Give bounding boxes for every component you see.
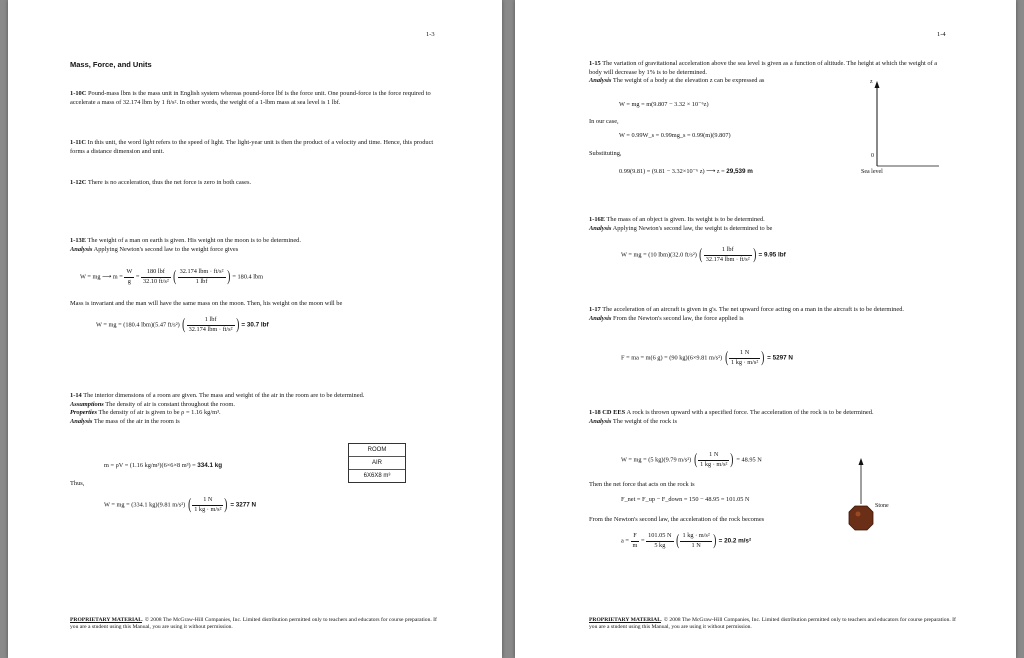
problem-1-12c [70, 179, 442, 188]
analysis-text: Applying Newton's second law, the weight is determined to be [612, 224, 773, 232]
eq-result: = 30.7 lbf [241, 321, 269, 329]
altitude-figure [855, 78, 945, 182]
eq-result: = 48.95 N [736, 456, 762, 464]
analysis-label: Analysis [70, 245, 93, 253]
eq-result: = 3277 N [230, 501, 257, 509]
denominator: 1 kg · m/s² [194, 505, 222, 513]
thus-label: Thus, [70, 480, 85, 487]
analysis-text: Applying Newton's second law to the weight force gives [93, 245, 239, 253]
eq-mid: = [135, 273, 142, 281]
numerator: 1 N [698, 451, 729, 461]
equation-mass: W = mg ⟶ m = $\frac{W}{g}$ = $\frac{\text{180 lbf}}{\text{32.10 ft/s²}}$ ( $\frac{\text{32.174 lbm · ft/s²}}{\text{1 lbf}}$ ) = 180.4 lbm [80, 268, 264, 285]
room-box-line3: 6X6X8 m³ [349, 469, 405, 482]
problem-text: A rock is thrown upward with a specified force. The acceleration of the rock is to be determined. [626, 409, 874, 416]
fraction [187, 316, 235, 334]
problem-text: The variation of gravitational acceleration above the sea level is given as a function of altitude. The height at which the weight of a body will decrease by 1% is to be determined. [589, 60, 938, 76]
problem-1-16e [589, 216, 969, 233]
numerator: 1 lbf [187, 316, 235, 326]
eq-left: F = ma = m(6 g) = (90 kg)(6×9.81 m/s²) [621, 354, 723, 362]
problem-id: 1-14 [70, 392, 82, 399]
analysis-text: The weight of the rock is [612, 417, 677, 425]
problem-text: The acceleration of an aircraft is given in g's. The net upward force acting on a man in the aircraft is to be determined. [602, 306, 905, 313]
stone-figure [841, 454, 881, 534]
analysis-label: Analysis [589, 224, 612, 232]
problem-id: 1-13E [70, 237, 86, 244]
problem-id: 1-18 CD EES [589, 409, 626, 416]
problem-text: The weight of a man on earth is given. His weight on the moon is to be determined. [87, 237, 301, 244]
fraction [141, 268, 171, 286]
right-page [515, 0, 1016, 658]
eq-left: W = mg = (5 kg)(9.79 m/s²) [621, 456, 692, 464]
page-number: 1-3 [426, 31, 435, 38]
denominator: g [127, 277, 131, 285]
numerator: F [631, 532, 640, 542]
in-our-case: In our case, [589, 118, 619, 125]
problem-1-18 [589, 409, 955, 426]
numerator: W [124, 268, 134, 278]
denominator: m [632, 541, 638, 549]
room-box-line1: ROOM [349, 444, 405, 457]
equation-force-aircraft: F = ma = m(6 g) = (90 kg)(6×9.81 m/s²) ( $\frac{1 N}{\text{1 kg · m/s²}}$ ) = 5297 N [621, 349, 793, 366]
stone-label: Stone [875, 503, 889, 509]
eq-left: W = mg = (334.1 kg)(9.81 m/s²) [104, 501, 186, 509]
properties-text: The density of air is given to be ρ = 1.16 kg/m³. [98, 409, 221, 417]
eq-result: 334.1 kg [197, 462, 223, 469]
fraction [124, 268, 134, 286]
footer [70, 617, 440, 632]
denominator: 32.174 lbm · ft/s² [705, 255, 750, 263]
denominator: 1 lbf [195, 277, 208, 285]
numerator: 1 lbf [704, 246, 752, 256]
problem-text: Pound-mass lbm is the mass unit in English system whereas pound-force lbf is the force unit. One pound-force is the force required to accelerate a mass of 32.174 lbm by 1 ft/s². In other words, the weight of a 1-lbm mass at sea level is 1 lbf. [70, 90, 431, 106]
page-number: 1-4 [937, 31, 946, 38]
fraction [704, 246, 752, 264]
footer-text: . © 2008 The McGraw-Hill Companies, Inc. Limited distribution permitted only to teachers and educators for course preparation. If you are a student using this Manual, you are using it without permission. [589, 617, 956, 631]
problem-1-11c [70, 139, 442, 156]
left-page [8, 0, 502, 658]
problem-id: 1-10C [70, 90, 87, 97]
equation-weight-case: W = 0.99W_s = 0.99mg_s = 0.99(m)(9.807) [619, 132, 731, 139]
analysis-text: The mass of the air in the room is [93, 417, 180, 425]
equation-air-weight: W = mg = (334.1 kg)(9.81 m/s²) ( $\frac{1 N}{\text{1 kg · m/s²}}$ ) = 3277 N [104, 496, 257, 513]
problem-id: 1-17 [589, 306, 601, 313]
numerator: 180 lbf [141, 268, 171, 278]
fig-z-label: z [870, 79, 873, 85]
analysis-label: Analysis [589, 314, 612, 322]
fraction [631, 532, 640, 550]
equation-net-force: F_net = F_up − F_down = 150 − 48.95 = 101.05 N [621, 496, 750, 503]
analysis-label: Analysis [70, 417, 93, 425]
eq-left: m = ρV = (1.16 kg/m³)(6×6×8 m³) = [104, 462, 198, 469]
fraction [646, 532, 673, 550]
eq-result: = 20.2 m/s² [718, 537, 752, 545]
arrow-up-icon [875, 81, 880, 88]
stone-highlight [856, 512, 861, 517]
problem-id: 1-16E [589, 216, 605, 223]
eq-left: 0.99(9.81) = (9.81 − 3.32×10⁻⁶ z) ⟶ z = [619, 168, 727, 175]
footer [589, 617, 959, 632]
problem-id: 1-15 [589, 60, 601, 67]
problem-text-a: In this unit, the word [87, 139, 143, 146]
fig-zero-label: 0 [871, 153, 874, 159]
problem-text-2: Mass is invariant and the man will have the same mass on the moon. Then, his weight on the moon will be [70, 300, 343, 307]
problem-1-14 [70, 392, 430, 427]
footer-proprietary: PROPRIETARY MATERIAL [70, 617, 142, 623]
equation-z [619, 168, 753, 177]
footer-proprietary: PROPRIETARY MATERIAL [589, 617, 661, 623]
numerator: 1 N [729, 349, 760, 359]
problem-id: 1-11C [70, 139, 86, 146]
numerator: 1 N [192, 496, 223, 506]
problem-1-17 [589, 306, 955, 323]
equation-weight-object: W = mg = (10 lbm)(32.0 ft/s²) ( $\frac{\text{1 lbf}}{\text{32.174 lbm · ft/s²}}$ ) = 9.95 lbf [621, 246, 786, 263]
footer-text: . © 2008 The McGraw-Hill Companies, Inc. Limited distribution permitted only to teachers and educators for course preparation. If you are a student using this Manual, you are using it without permission. [70, 617, 437, 631]
problem-1-13e [70, 237, 442, 254]
fraction [698, 451, 729, 469]
eq-result: = 5297 N [767, 354, 793, 362]
eq-left: W = mg = (180.4 lbm)(5.47 ft/s²) [96, 321, 180, 329]
numerator: 32.174 lbm · ft/s² [178, 268, 226, 278]
section-title: Mass, Force, and Units [70, 60, 152, 69]
fraction [178, 268, 226, 286]
assumptions-label: Assumptions [70, 400, 104, 408]
fraction [680, 532, 711, 550]
fraction [192, 496, 223, 514]
equation-air-mass [104, 462, 222, 471]
properties-label: Properties [70, 409, 97, 417]
room-box-figure [348, 443, 406, 483]
denominator: 1 N [691, 541, 701, 549]
fig-sea-level-label: Sea level [861, 169, 883, 175]
eq-result: 29,539 m [726, 168, 753, 175]
denominator: 5 kg [654, 541, 666, 549]
equation-weight-moon: W = mg = (180.4 lbm)(5.47 ft/s²) ( $\frac{\text{1 lbf}}{\text{32.174 lbm · ft/s²}}$ ) = 30.7 lbf [96, 316, 269, 333]
assumptions-text: The density of air is constant throughout the room. [105, 400, 235, 408]
problem-text: The mass of an object is given. Its weight is to be determined. [606, 216, 765, 223]
fraction [729, 349, 760, 367]
problem-text-em: light [142, 139, 155, 146]
equation-acceleration: a = $\frac{F}{m}$ = $\frac{101.05 N}{5 kg}$ ( $\frac{\text{1 kg · m/s²}}{1 N}$ ) = 20.2 m/s² [621, 532, 752, 549]
substituting: Substituting, [589, 150, 622, 157]
problem-id: 1-12C [70, 179, 87, 186]
denominator: 32.10 ft/s² [143, 277, 169, 285]
analysis-label: Analysis [589, 77, 612, 85]
equation-weight-z: W = mg = m(9.807 − 3.32 × 10⁻⁶z) [619, 101, 709, 108]
analysis-label: Analysis [589, 417, 612, 425]
problem-1-10c [70, 90, 442, 107]
denominator: 1 kg · m/s² [731, 358, 759, 366]
net-force-text: Then the net force that acts on the rock is [589, 481, 695, 488]
eq-result: = 180.4 lbm [232, 273, 264, 281]
room-box-line2: AIR [371, 460, 382, 467]
acceleration-text: From the Newton's second law, the acceleration of the rock becomes [589, 516, 765, 523]
analysis-text: From the Newton's second law, the force applied is [612, 314, 744, 322]
eq-result: = 9.95 lbf [758, 251, 786, 259]
numerator: 1 kg · m/s² [680, 532, 711, 542]
numerator: 101.05 N [646, 532, 673, 542]
problem-text: The interior dimensions of a room are given. The mass and weight of the air in the room are to be determined. [83, 392, 365, 399]
eq-left: W = mg ⟶ m = [80, 273, 125, 281]
eq-mid: = [640, 537, 647, 545]
problem-text: There is no acceleration, thus the net force is zero in both cases. [87, 179, 252, 186]
analysis-text: The weight of a body at the elevation z can be expressed as [612, 77, 765, 85]
problem-text-b: refers to the speed of light. The light-year unit is then the product of a velocity and time. Hence, this product forms a distance dimension and unit. [70, 139, 434, 155]
denominator: 32.174 lbm · ft/s² [188, 325, 233, 333]
eq-left: W = mg = (10 lbm)(32.0 ft/s²) [621, 251, 697, 259]
equation-rock-weight: W = mg = (5 kg)(9.79 m/s²) ( $\frac{1 N}{\text{1 kg · m/s²}}$ ) = 48.95 N [621, 451, 762, 468]
stone-icon [849, 506, 873, 530]
denominator: 1 kg · m/s² [700, 460, 728, 468]
arrow-up-icon [859, 458, 864, 465]
eq-left: a = [621, 537, 631, 545]
